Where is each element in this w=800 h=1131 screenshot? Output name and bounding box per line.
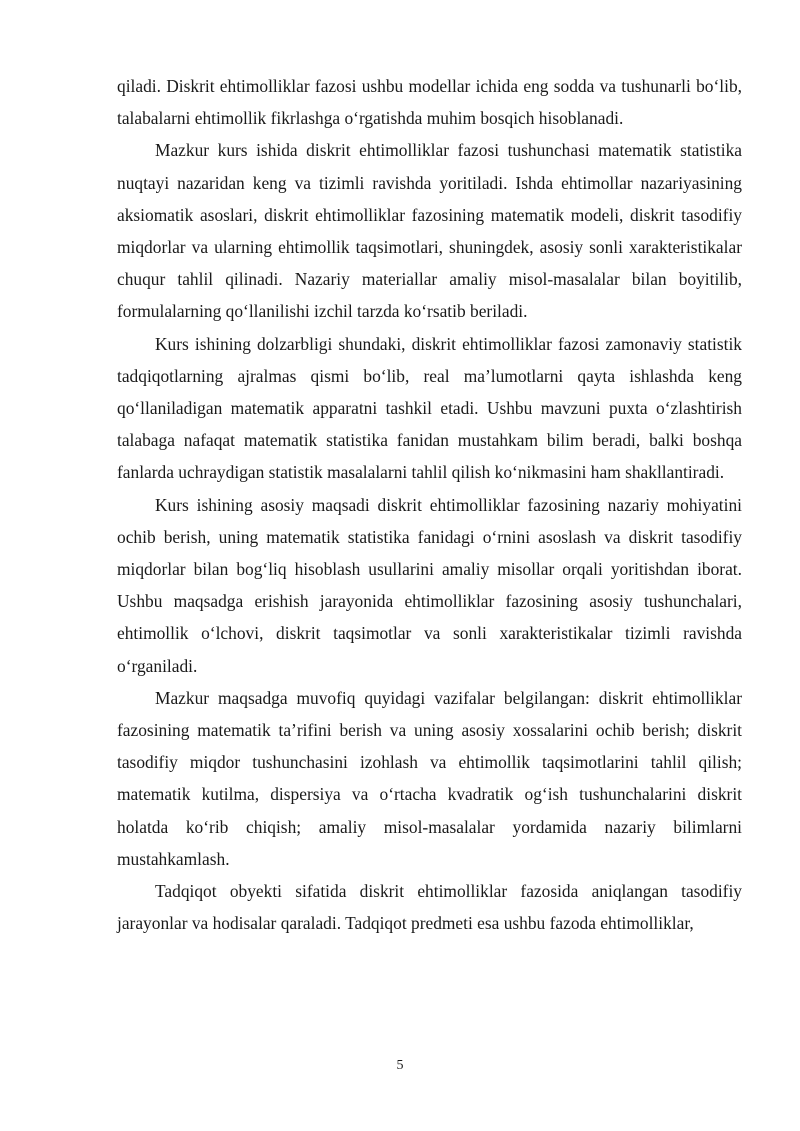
- page-number: 5: [396, 1058, 404, 1073]
- paragraph-continuation: qiladi. Diskrit ehtimolliklar fazosi ushbu modellar ichida eng sodda va tushunarli bo‘lib, talabalarni ehtimollik fikrlashga o‘rgatishda muhim bosqich hisoblanadi.: [117, 76, 742, 129]
- paragraph-main-goal: Kurs ishining asosiy maqsadi diskrit ehtimolliklar fazosining nazariy mohiyatini ochib berish, uning matematik statistika fanidagi o‘rnini asoslash va diskrit tasodifiy miqdorlar bilan bog‘liq hisoblash usullarini amaliy misollar orqali yoritishdan iborat. Ushbu maqsadga erishish jarayonida ehtimolliklar fazosining asosiy tushunchalari, ehtimollik o‘lchovi, diskrit taqsimotlar va sonli xarakteristikalar tizimli ravishda o‘rganiladi.: [117, 494, 742, 676]
- paragraph-relevance: Kurs ishining dolzarbligi shundaki, diskrit ehtimolliklar fazosi zamonaviy statistik tadqiqotlarning ajralmas qismi bo‘lib, real ma’lumotlarni qayta ishlashda keng qo‘llaniladigan matematik apparatni tashkil etadi. Ushbu mavzuni puxta o‘zlashtirish talabaga nafaqat matematik statistika fanidan mustahkam bilim beradi, balki boshqa fanlarda uchraydigan statistik masalalarni tahlil qilish ko‘nikmasini ham shakllantiradi.: [117, 333, 742, 483]
- paragraph-tasks: Mazkur maqsadga muvofiq quyidagi vazifalar belgilangan: diskrit ehtimolliklar fazosining matematik ta’rifini berish va uning asosiy xossalarini ochib berish; diskrit tasodifiy miqdor tushunchasini izohlash va ehtimollik taqsimotlarini tahlil qilish; matematik kutilma, dispersiya va o‘rtacha kvadratik og‘ish tushunchalarini diskrit holatda ko‘rib chiqish; amaliy misol-masalalar yordamida nazariy bilimlarni mustahkamlash.: [117, 687, 742, 869]
- paragraph-research-object: Tadqiqot obyekti sifatida diskrit ehtimolliklar fazosida aniqlangan tasodifiy jarayonlar va hodisalar qaraladi. Tadqiqot predmeti esa ushbu fazoda ehtimolliklar,: [117, 881, 742, 934]
- paragraph-course-overview: Mazkur kurs ishida diskrit ehtimolliklar fazosi tushunchasi matematik statistika nuqtayi nazaridan keng va tizimli ravishda yoritiladi. Ishda ehtimollar nazariyasining aksiomatik asoslari, diskrit ehtimolliklar fazosining matematik modeli, diskrit tasodifiy miqdorlar va ularning ehtimollik taqsimotlari, shuningdek, asosiy sonli xarakteristikalar chuqur tahlil qilinadi. Nazariy materiallar amaliy misol-masalalar bilan boyitilib, formulalarning qo‘llanilishi izchil tarzda ko‘rsatib beriladi.: [117, 140, 742, 322]
- body-text: [117, 70, 742, 939]
